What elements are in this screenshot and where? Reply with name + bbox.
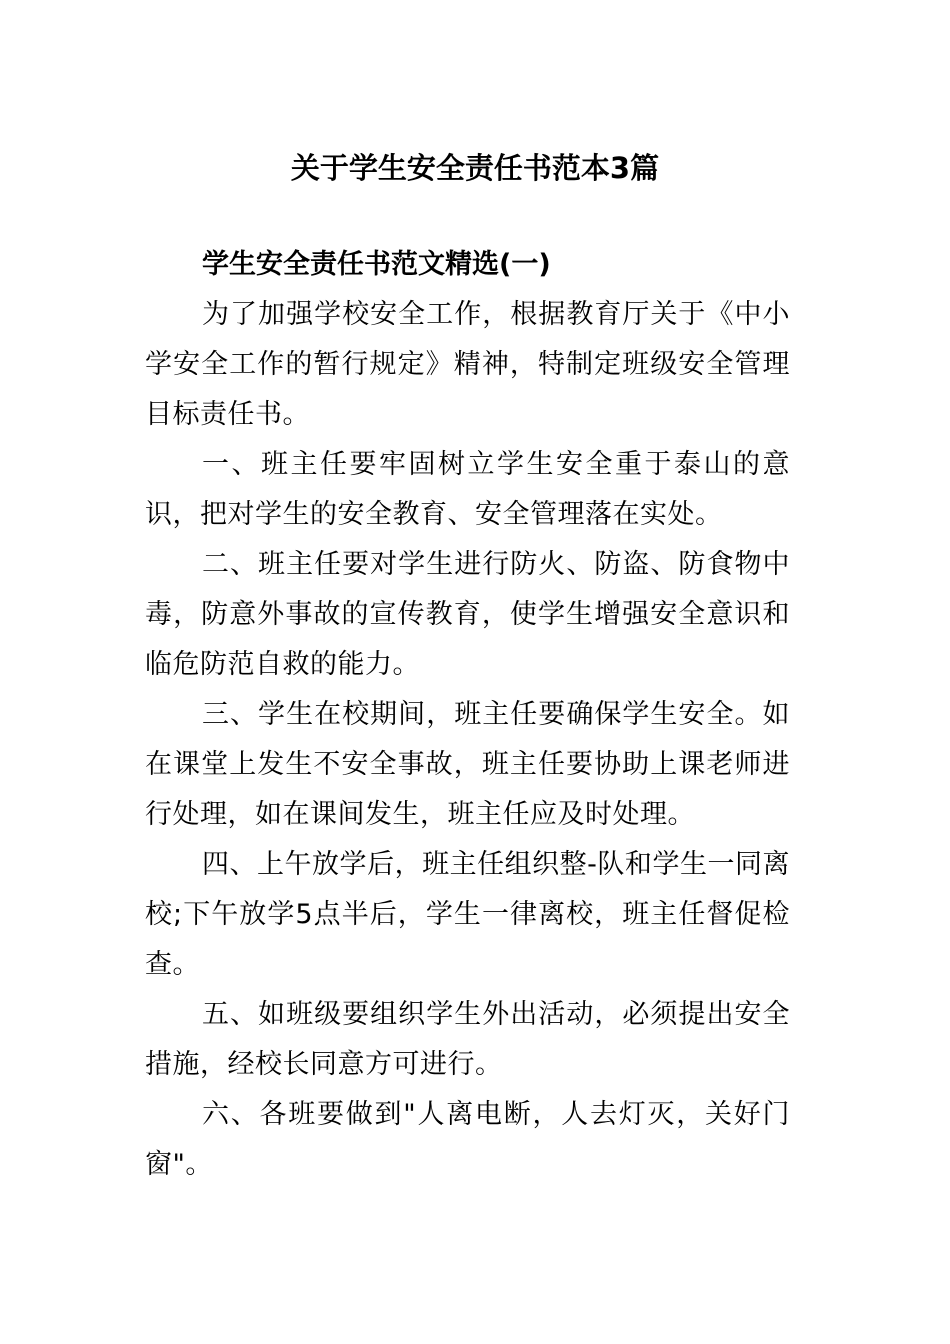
paragraph-item-4: 四、上午放学后，班主任组织整-队和学生一同离校;下午放学5点半后，学生一律离校，班主任督促检查。 bbox=[145, 849, 790, 980]
section-heading: 学生安全责任书范文精选(一) bbox=[202, 249, 551, 280]
paragraph-item-3: 三、学生在校期间，班主任要确保学生安全。如在课堂上发生不安全事故，班主任要协助上课老师进行处理，如在课间发生，班主任应及时处理。 bbox=[145, 699, 790, 830]
document-body bbox=[145, 240, 790, 1190]
paragraph-item-6: 六、各班要做到"人离电断，人去灯灭，关好门窗"。 bbox=[145, 1099, 790, 1180]
paragraph-item-1: 一、班主任要牢固树立学生安全重于泰山的意识，把对学生的安全教育、安全管理落在实处。 bbox=[145, 449, 790, 530]
paragraph-intro: 为了加强学校安全工作，根据教育厅关于《中小学安全工作的暂行规定》精神，特制定班级安全管理目标责任书。 bbox=[145, 299, 790, 430]
document-title: 关于学生安全责任书范本3篇 bbox=[290, 151, 660, 185]
paragraph-item-2: 二、班主任要对学生进行防火、防盗、防食物中毒，防意外事故的宣传教育，使学生增强安全意识和临危防范自救的能力。 bbox=[145, 549, 790, 680]
paragraph-item-5: 五、如班级要组织学生外出活动，必须提出安全措施，经校长同意方可进行。 bbox=[145, 999, 790, 1080]
